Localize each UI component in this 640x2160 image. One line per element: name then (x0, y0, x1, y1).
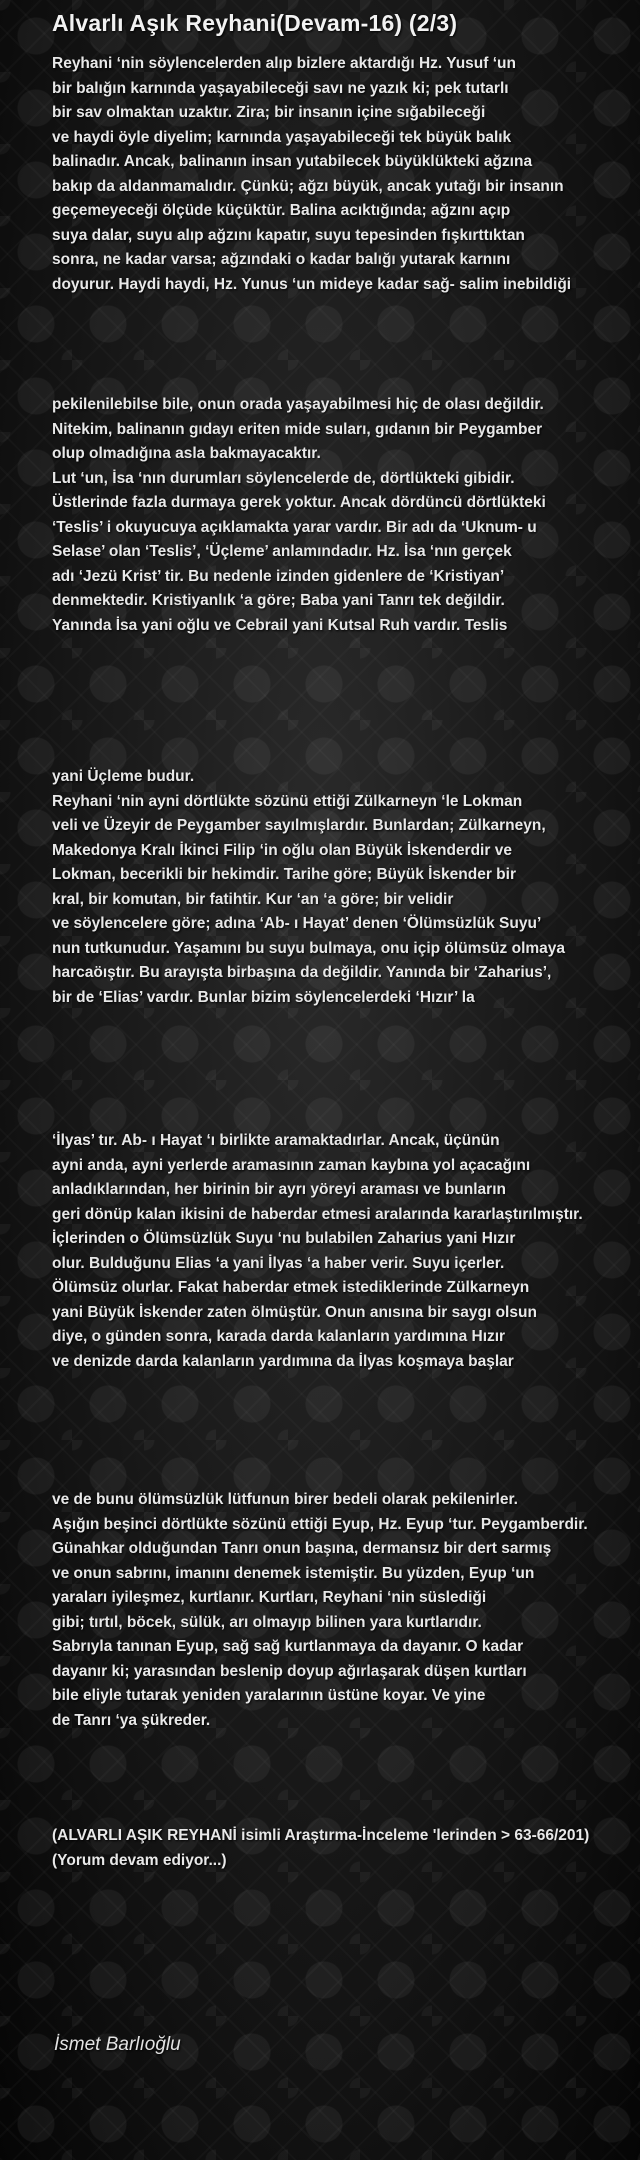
text-line: Makedonya Kralı İkinci Filip ‘in oğlu olan Büyük İskenderdir ve (52, 841, 512, 859)
text-line: Lokman, becerikli bir hekimdir. Tarihe göre; Büyük İskender bir (52, 866, 516, 883)
text-line: kral, bir komutan, bir fatihtir. Kur ‘an ‘a göre; bir velidir (52, 890, 454, 908)
text-line: dayanır ki; yarasından beslenip doyup ağırlaşarak düşen kurtları (52, 1662, 527, 1680)
text-line: Aşığın beşinci dörtlükte sözünü ettiği Eyup, Hz. Eyup ‘tur. Peygamberdir. (52, 1515, 588, 1533)
text-line: Yanında İsa yani oğlu ve Cebrail yani Kutsal Ruh vardır. Teslis (52, 616, 508, 634)
paragraph-4 (52, 1129, 583, 1374)
paragraph-2 (52, 393, 546, 638)
text-line: ve söylencelere göre; adına ‘Ab- ı Hayat’ denen ‘Ölümsüzlük Suyu’ (52, 915, 542, 932)
text-line: olup olmadığına asla bakmayacaktır. (52, 445, 321, 462)
text-line: denmektedir. Kristiyanlık ‘a göre; Baba yani Tanrı tek değildir. (52, 592, 505, 609)
text-line: yaraları iyileşmez, kurtlanır. Kurtları, Reyhani ‘nin süslediği (52, 1589, 487, 1606)
text-line: sonra, ne kadar varsa; ağzındaki o kadar balığı yutarak karnını (52, 251, 511, 268)
text-line: doyurur. Haydi haydi, Hz. Yunus ‘un mideye kadar sağ- salim inebildiği (52, 275, 572, 293)
text-line: ayni anda, ayni yerlerde aramasının zaman kaybına yol açacağını (52, 1156, 531, 1174)
paragraph-1 (52, 52, 571, 297)
text-line: bir sav olmaktan uzaktır. Zira; bir insanın içine sığabileceği (52, 104, 486, 121)
text-line: bakıp da aldanmamalıdır. Çünkü; ağzı büyük, ancak yutağı bir insanın (52, 177, 564, 195)
text-line: ve de bunu ölümsüzlük lütfunun birer bedeli olarak pekilenirler. (52, 1491, 518, 1508)
page-title: Alvarlı Aşık Reyhani(Devam-16) (2/3) (52, 10, 458, 36)
text-line: İçlerinden o Ölümsüzlük Suyu ‘nu bulabilen Zaharius yani Hızır (52, 1230, 516, 1247)
text-line: geri dönüp kalan ikisini de haberdar etmesi aralarında kararlaştırılmıştır. (52, 1205, 583, 1223)
text-line: anladıklarından, her birinin bir ayrı yöreyi araması ve bunların (52, 1181, 506, 1198)
text-line: (ALVARLI AŞIK REYHANİ isimli Araştırma-İnceleme 'lerinden > 63-66/201) (52, 1827, 590, 1844)
text-line: Sabrıyla tanınan Eyup, sağ sağ kurtlanmaya da dayanır. O kadar (52, 1638, 524, 1655)
text-line: ‘Teslis’ i okuyucuya açıklamakta yarar vardır. Bir adı da ‘Uknum- u (52, 518, 537, 536)
text-line: ‘İlyas’ tır. Ab- ı Hayat ‘ı birlikte aramaktadırlar. Ancak, üçünün (52, 1132, 500, 1149)
text-line: Üstlerinde fazla durmaya gerek yoktur. Ancak dördüncü dörtlükteki (52, 494, 546, 511)
text-line: nun tutkunudur. Yaşamını bu suyu bulmaya, onu içip ölümsüz olmaya (52, 939, 566, 957)
text-line: (Yorum devam ediyor...) (52, 1851, 227, 1869)
text-line: Selase’ olan ‘Teslis’, ‘Üçleme’ anlamındadır. Hz. İsa ‘nın gerçek (52, 543, 512, 560)
text-line: harcaöıştır. Bu arayışta birbaşına da değildir. Yanında bir ‘Zaharius’, (52, 964, 552, 981)
text-line: suya dalar, suyu alıp ağzını kapatır, suyu tepesinden fışkırttıktan (52, 226, 525, 244)
text-line: yani Üçleme budur. (52, 768, 195, 785)
text-line: veli ve Üzeyir de Peygamber sayılmışlardır. Bunlardan; Zülkarneyn, (52, 817, 546, 834)
text-line: ve haydi öyle diyelim; karnında yaşayabileceği tek büyük balık (52, 128, 512, 146)
text-line: ve denizde darda kalanların yardımına da İlyas koşmaya başlar (52, 1352, 514, 1370)
text-line: geçemeyeceği ölçüde küçüktür. Balina acıktığında; ağzını açıp (52, 202, 511, 219)
paragraph-5 (52, 1488, 588, 1733)
text-line: adı ‘Jezü Krist’ tir. Bu nedenle izinden gidenlere de ‘Kristiyan’ (52, 567, 505, 585)
text-line: bir balığın karnında yaşayabileceği savı ne yazık ki; pek tutarlı (52, 79, 509, 97)
text-line: Ölümsüz olurlar. Fakat haberdar etmek istediklerinde Zülkarneyn (52, 1279, 530, 1296)
text-line: Nitekim, balinanın gıdayı eriten mide suları, gıdanın bir Peygamber (52, 420, 543, 438)
text-line: Günahkar olduğundan Tanrı onun başına, dermansız bir dert sarmış (52, 1540, 552, 1557)
text-line: ve onun sabrını, imanını denemek istemiştir. Bu yüzden, Eyup ‘un (52, 1564, 535, 1582)
text-line: yani Büyük İskender zaten ölmüştür. Onun anısına bir saygı olsun (52, 1303, 537, 1321)
text-line: olur. Bulduğunu Elias ‘a yani İlyas ‘a haber verir. Suyu içerler. (52, 1254, 505, 1272)
text-line: de Tanrı ‘ya şükreder. (52, 1711, 211, 1729)
paragraph-3 (52, 765, 565, 1010)
text-line: balinadır. Ancak, balinanın insan yutabilecek büyüklükteki ağzına (52, 153, 533, 170)
text-line: Lut ‘un, İsa ‘nın durumları söylencelerde de, dörtlükteki gibidir. (52, 469, 515, 487)
text-line: Reyhani ‘nin ayni dörtlükte sözünü ettiği Zülkarneyn ‘le Lokman (52, 792, 523, 810)
text-line: bile eliyle tutarak yeniden yaralarının üstüne koyar. Ve yine (52, 1687, 486, 1704)
text-line: diye, o günden sonra, karada darda kalanların yardımına Hızır (52, 1328, 506, 1345)
author-name: İsmet Barlıoğlu (54, 2034, 181, 2055)
text-line: Reyhani ‘nin söylencelerden alıp bizlere aktardığı Hz. Yusuf ‘un (52, 55, 516, 72)
text-line: gibi; tırtıl, böcek, sülük, arı olmayıp bilinen yara kurtlarıdır. (52, 1613, 482, 1631)
text-line: bir de ‘Elias’ vardır. Bunlar bizim söylencelerdeki ‘Hızır’ la (52, 988, 475, 1006)
text-line: pekilenilebilse bile, onun orada yaşayabilmesi hiç de olası değildir. (52, 396, 544, 413)
source-note (52, 1824, 589, 1873)
